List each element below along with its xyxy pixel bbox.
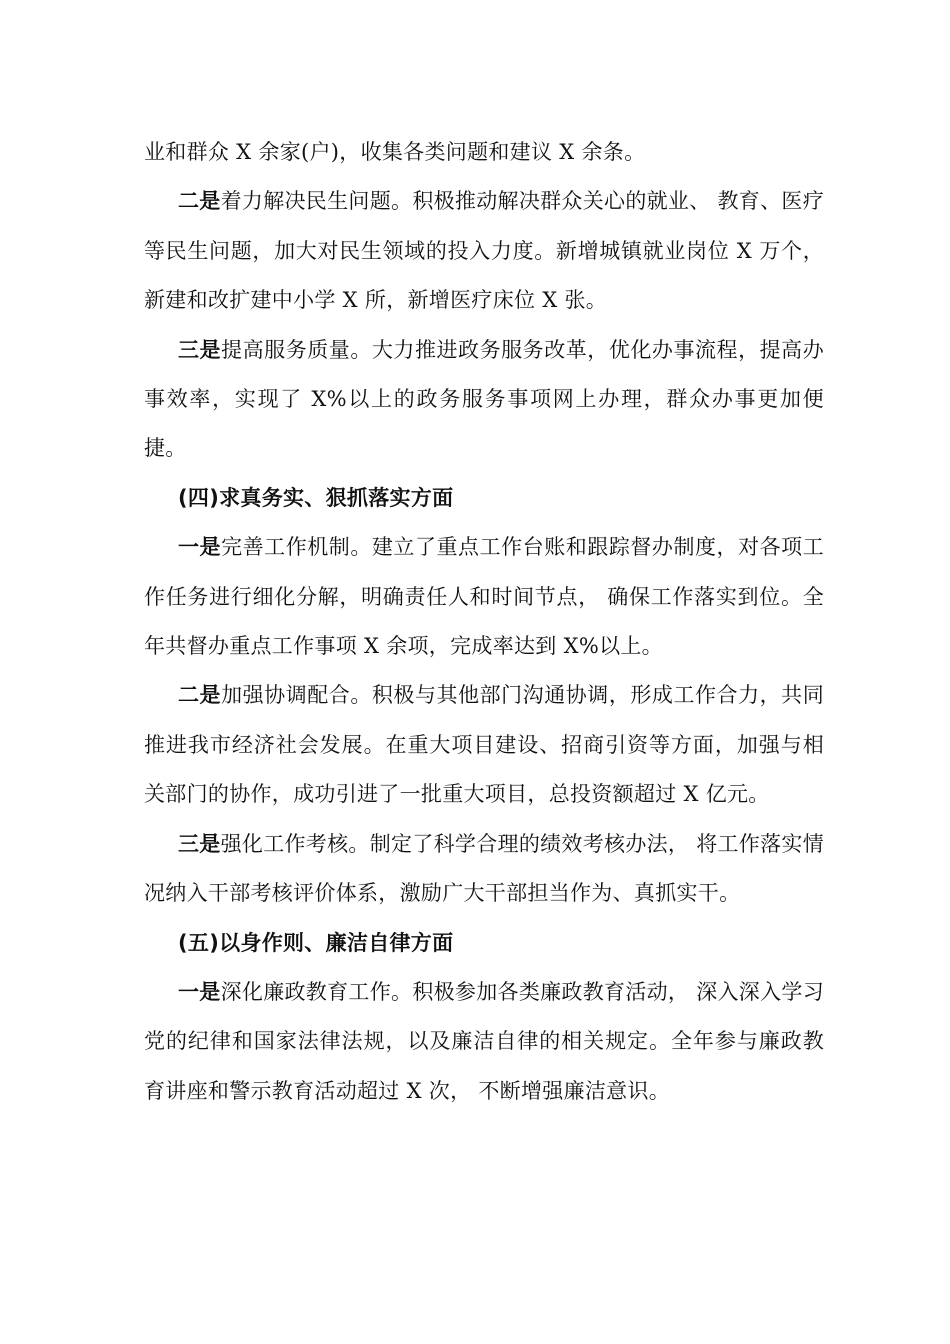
paragraph-text: 强化工作考核。制定了科学合理的绩效考核办法， 将工作落实情况纳入干部考核评价体系，激励广大干部担当作为、真抓实干。 [144,831,824,906]
section-heading-4: (四)求真务实、狠抓落实方面 [178,485,454,510]
document-body [144,128,824,1116]
paragraph-work-mechanism [144,523,824,671]
paragraph-text: 提高服务质量。大力推进政务服务改革，优化办事流程，提高办事效率，实现了 X%以上的政务服务事项网上办理，群众办事更加便捷。 [144,337,824,461]
paragraph-assessment [144,820,824,919]
paragraph-text: 完善工作机制。建立了重点工作台账和跟踪督办制度，对各项工作任务进行细化分解，明确责任人和时间节点， 确保工作落实到位。全年共督办重点工作事项 X 余项，完成率达到 X%以上。 [144,535,824,659]
paragraph-lead: 三是 [178,337,222,362]
paragraph-lead: 三是 [178,831,221,856]
paragraph-text: 加强协调配合。积极与其他部门沟通协调，形成工作合力，共同推进我市经济社会发展。在重大项目建设、招商引资等方面，加强与相关部门的协作，成功引进了一批重大项目，总投资额超过 X 亿元。 [144,683,824,807]
paragraph-lead: 二是 [178,683,222,708]
paragraph-text: 深化廉政教育工作。积极参加各类廉政教育活动， 深入深入学习党的纪律和国家法律法规，以及廉洁自律的相关规定。全年参与廉政教育讲座和警示教育活动超过 X 次， 不断增强廉洁意识。 [144,979,824,1103]
paragraph-lead: 一是 [178,979,221,1004]
paragraph-lead: 二是 [178,189,221,214]
section-heading-5: (五)以身作则、廉洁自律方面 [178,930,454,955]
paragraph-lead: 一是 [178,535,222,560]
paragraph-continuation: 业和群众 X 余家(户)，收集各类问题和建议 X 余条。 [144,140,646,164]
paragraph-coordination [144,671,824,819]
paragraph-service-quality [144,326,824,474]
paragraph-livelihood [144,177,824,325]
paragraph-text: 着力解决民生问题。积极推动解决群众关心的就业、 教育、医疗等民生问题，加大对民生领域的投入力度。新增城镇就业岗位 X 万个，新建和改扩建中小学 X 所，新增医疗床位 X 张。 [144,189,824,313]
paragraph-integrity-education [144,968,824,1116]
